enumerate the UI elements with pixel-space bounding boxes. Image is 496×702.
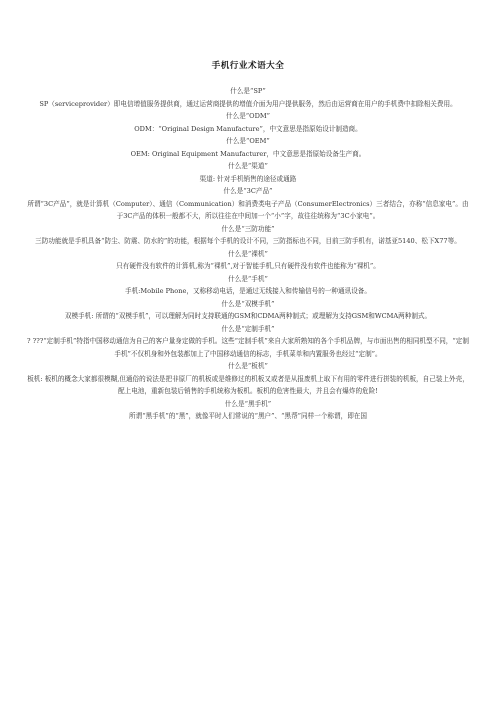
entry-answer: 板机: 板机的概念大家都很模糊,但通俗的说法是把非原厂的机板或是维修过的机板又或者是从报废机上取下有用的零件进行拼装的机板，自己装上外壳，配上电池，重新包装后销售的手机统称为板机。板机的危害性最大，并且会有爆炸的危险! <box>27 374 469 395</box>
entry-custom-phone <box>27 323 469 361</box>
entry-question: 什么是“定制手机” <box>221 324 275 333</box>
document-body <box>27 85 469 423</box>
entry-question: 什么是“手机” <box>228 274 268 283</box>
entry-phone <box>27 273 469 298</box>
entry-question: 什么是“ODM” <box>226 112 270 120</box>
entry-answer: 三防功能就是手机具备“防尘、防震、防水的”的功能，根据每个手机的设计不同，三防指标也不同，目前三防手机有，诺基亚5140、松下X77等。 <box>35 237 461 245</box>
entry-question: 什么是“黑手机” <box>224 399 272 408</box>
entry-black-phone <box>27 398 469 423</box>
entry-bare-device <box>27 248 469 273</box>
entry-rugged <box>27 223 469 248</box>
entry-board-phone <box>27 360 469 398</box>
entry-question: 什么是“SP” <box>230 87 266 95</box>
entry-answer: 所谓“黑手机”的“黑”，就像平时人们常说的“黑户”、“黑帮”同样一个称谓，即在国 <box>129 412 367 420</box>
entry-question: 什么是“3C产品” <box>223 187 273 195</box>
entry-dual-mode <box>27 298 469 323</box>
entry-answer: 渠道: 针对手机销售的途径或通路 <box>199 174 297 183</box>
entry-sp <box>27 85 469 110</box>
entry-question: 什么是“双模手机” <box>221 299 275 308</box>
entry-answer: SP（serviceprovider）即电信增值服务提供商，通过运营商提供的增值介面为用户提供服务，然后由运营商在用户的手机费中扣除相关费用。 <box>39 99 457 108</box>
entry-answer: 双模手机: 所谓的“双模手机”，可以理解为同时支持联通的GSM和CDMA两种制式；或理解为支持GSM和WCMA两种制式。 <box>64 312 432 320</box>
entry-channel <box>27 160 469 185</box>
entry-question: 什么是“板机” <box>228 362 268 370</box>
entry-answer: ODM：“Original Design Manufacture”，中文意思是指原始设计制造商。 <box>134 124 362 133</box>
entry-question: 什么是“裸机” <box>228 249 268 258</box>
entry-answer: 所谓“3C产品”，就是计算机（Computer）、通信（Communication）和消费类电子产品（ConsumerElectronics）三者结合，亦称“信息家电”。由于3C产品的体积一般都不大，所以往往在中间加一个“小”字，故往往统称为“3C小家电”。 <box>27 199 469 220</box>
entry-question: 什么是“OEM” <box>226 137 270 145</box>
entry-question: 什么是“三防功能” <box>221 224 275 233</box>
entry-answer: 只有硬件没有软件的计算机,称为“裸机”,对于智能手机,只有硬件没有软件也能称为“裸机”。 <box>116 262 380 270</box>
entry-answer: 手机:Mobile Phone，又称移动电话，是通过无线接入和传输信号的一种通讯设备。 <box>125 287 371 295</box>
entry-answer: ? ???“定制手机”特指中国移动通信为自己的客户量身定做的手机。这些“定制手机”来自大家所熟知的各个手机品牌，与市面出售的相同机型不同，“定制手机”不仅机身和外包装都加上了中国移动通信的标志，手机菜单和内置服务也经过“定制”。 <box>27 337 469 358</box>
entry-odm <box>27 110 469 135</box>
entry-oem <box>27 135 469 160</box>
entry-answer: OEM: Original Equipment Manufacturer，中文意思是指原始设备生产商。 <box>130 149 366 158</box>
document-title: 手机行业术语大全 <box>211 61 285 71</box>
entry-3c <box>27 185 469 223</box>
entry-question: 什么是“渠道” <box>228 162 268 170</box>
